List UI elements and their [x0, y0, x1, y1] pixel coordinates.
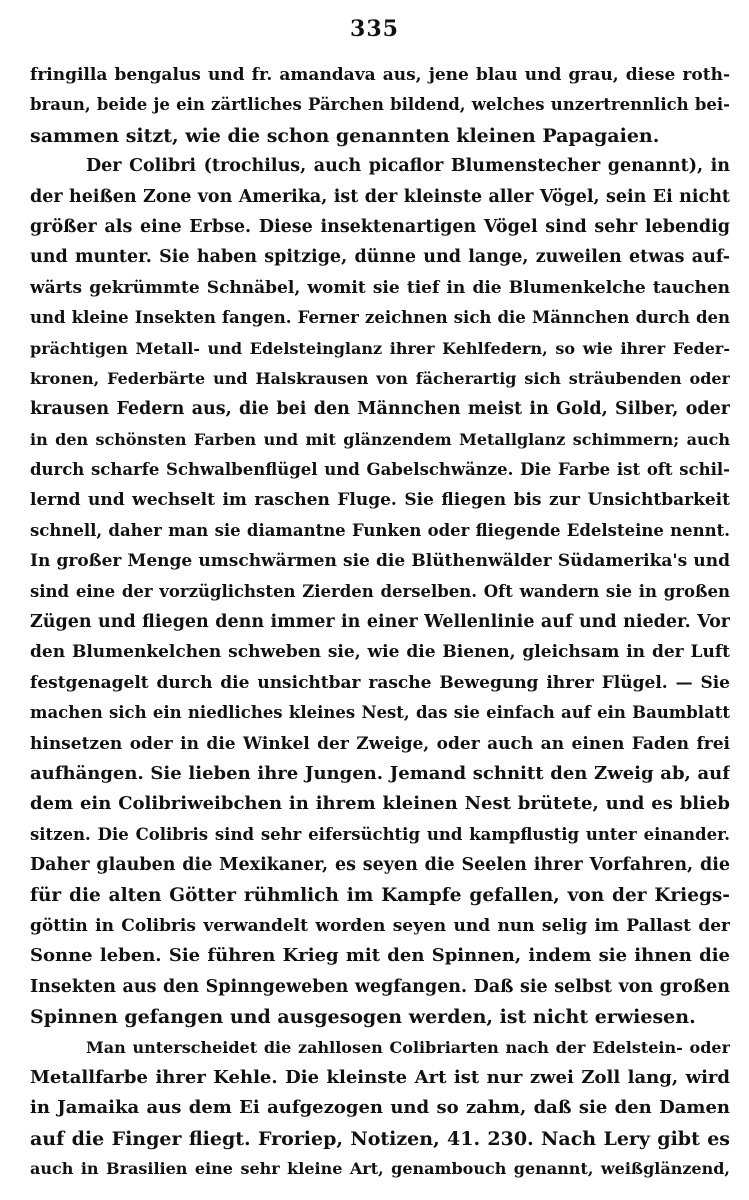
text-line: Insekten aus den Spinngeweben wegfangen. Daß sie selbst von großen: [30, 976, 730, 997]
text-line: aufhängen. Sie lieben ihre Jungen. Jemand schnitt den Zweig ab, auf: [30, 762, 730, 784]
text-line: in den schönsten Farben und mit glänzendem Metallglanz schimmern; auch: [30, 429, 730, 449]
text-line: dem ein Colibriweibchen in ihrem kleinen Nest brütete, und es blieb: [30, 793, 730, 815]
text-line: der heißen Zone von Amerika, ist der kleinste aller Vögel, sein Ei nicht: [30, 186, 730, 207]
text-line: durch scharfe Schwalbenflügel und Gabelschwänze. Die Farbe ist oft schil-: [30, 460, 730, 480]
text-line: Der Colibri (trochilus, auch picaflor Blumenstecher genannt), in: [86, 156, 730, 177]
text-line: Metallfarbe ihrer Kehle. Die kleinste Art ist nur zwei Zoll lang, wird: [30, 1066, 730, 1088]
text-line: kronen, Federbärte und Halskrausen von fächerartig sich sträubenden oder: [30, 368, 730, 388]
text-line: auch in Brasilien eine sehr kleine Art, genambouch genannt, weißglänzend,: [30, 1159, 730, 1179]
text-line: Sonne leben. Sie führen Krieg mit den Spinnen, indem sie ihnen die: [30, 945, 730, 967]
text-line: hinsetzen oder in die Winkel der Zweige, oder auch an einen Faden frei: [30, 733, 730, 754]
text-line: in Jamaika aus dem Ei aufgezogen und so zahm, daß sie den Damen: [30, 1097, 730, 1119]
text-line: und munter. Sie haben spitzige, dünne und lange, zuweilen etwas auf-: [30, 247, 730, 268]
text-line: den Blumenkelchen schweben sie, wie die Bienen, gleichsam in der Luft: [30, 642, 730, 663]
text-line: sitzen. Die Colibris sind sehr eifersüchtig und kampflustig unter einander.: [30, 824, 730, 844]
text-line: Daher glauben die Mexikaner, es seyen die Seelen ihrer Vorfahren, die: [30, 855, 730, 876]
text-line: größer als eine Erbse. Diese insektenartigen Vögel sind sehr lebendig: [30, 216, 730, 237]
text-line: lernd und wechselt im raschen Fluge. Sie fliegen bis zur Unsichtbarkeit: [30, 490, 730, 511]
text-line: prächtigen Metall- und Edelsteinglanz ihrer Kehlfedern, so wie ihrer Feder-: [30, 338, 730, 358]
text-line: In großer Menge umschwärmen sie die Blüthenwälder Südamerika's und: [30, 551, 730, 572]
text-line: Man unterscheidet die zahllosen Colibriarten nach der Edelstein- oder: [86, 1037, 730, 1057]
text-line: auf die Finger fliegt. Froriep, Notizen, 41. 230. Nach Lery gibt es: [30, 1127, 730, 1150]
text-line: krausen Federn aus, die bei den Männchen meist in Gold, Silber, oder: [30, 399, 730, 420]
text-line: sind eine der vorzüglichsten Zierden derselben. Oft wandern sie in großen: [30, 581, 730, 601]
text-line: fringilla bengalus und fr. amandava aus, jene blau und grau, diese roth-: [30, 65, 730, 85]
body-text: [30, 60, 730, 1184]
text-line: braun, beide je ein zärtliches Pärchen bildend, welches unzertrennlich bei-: [30, 95, 730, 115]
text-line: machen sich ein niedliches kleines Nest, das sie einfach auf ein Baumblatt: [30, 703, 730, 723]
text-line: Zügen und fliegen denn immer in einer Wellenlinie auf und nieder. Vor: [30, 612, 730, 633]
text-line: schnell, daher man sie diamantne Funken oder fliegende Edelsteine nennt.: [30, 520, 730, 540]
text-line: festgenagelt durch die unsichtbar rasche Bewegung ihrer Flügel. — Sie: [30, 672, 730, 693]
text-line: und kleine Insekten fangen. Ferner zeichnen sich die Männchen durch den: [30, 308, 730, 328]
text-line: wärts gekrümmte Schnäbel, womit sie tief in die Blumenkelche tauchen: [30, 277, 730, 298]
page-number: 335: [350, 16, 399, 42]
text-line: sammen sitzt, wie die schon genannten kleinen Papagaien.: [30, 124, 660, 147]
text-line: Spinnen gefangen und ausgesogen werden, ist nicht erwiesen.: [30, 1006, 696, 1029]
text-line: göttin in Colibris verwandelt worden seyen und nun selig im Pallast der: [30, 915, 730, 936]
text-line: für die alten Götter rühmlich im Kampfe gefallen, von der Kriegs-: [30, 884, 730, 906]
